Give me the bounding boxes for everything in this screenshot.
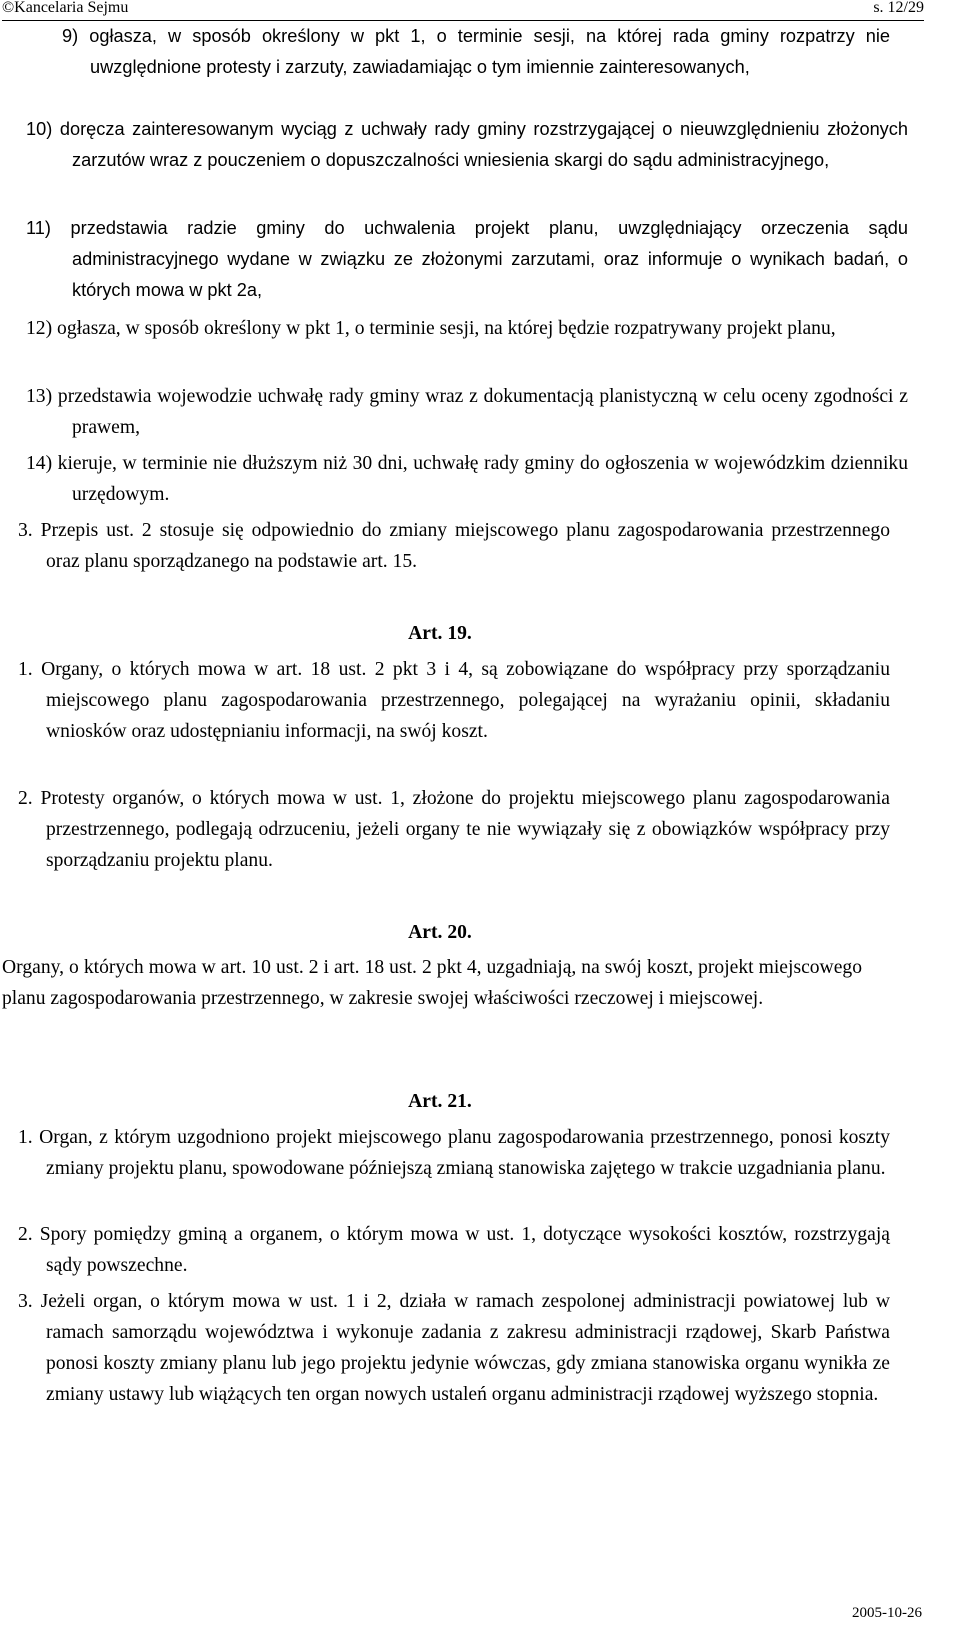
- article-20-paragraph: Organy, o których mowa w art. 10 ust. 2 i art. 18 ust. 2 pkt 4, uzgadniają, na swój koszt, projekt miejscowego planu zagospodarowania przestrzennego, w zakresie swojej właściwości rzeczowej i miejscowej.: [2, 957, 862, 1009]
- list-item-13: 13) przedstawia wojewodzie uchwałę rady gminy wraz z dokumentacją planistyczną w celu oceny zgodności z prawem,: [26, 386, 908, 438]
- article-21-paragraph-2: 2. Spory pomiędzy gminą a organem, o którym mowa w ust. 1, dotyczące wysokości kosztów, rozstrzygają sądy powszechne.: [18, 1224, 890, 1276]
- header-copyright: ©Kancelaria Sejmu: [2, 0, 129, 16]
- header-page-number: s. 12/29: [873, 0, 924, 16]
- list-item-11: 11) przedstawia radzie gminy do uchwalenia projekt planu, uwzględniający orzeczenia sądu administracyjnego wydane w związku ze złożonymi zarzutami, oraz informuje o wynikach badań, o których mowa w pkt 2a,: [26, 218, 908, 300]
- article-19-paragraph-2: 2. Protesty organów, o których mowa w ust. 1, złożone do projektu miejscowego planu zagospodarowania przestrzennego, podlegają odrzuceniu, jeżeli organy te nie wywiązały się z obowiązków współpracy przy sporządzaniu projektu planu.: [18, 788, 890, 871]
- article-20-title: Art. 20.: [408, 922, 472, 943]
- article-21-paragraph-1: 1. Organ, z którym uzgodniono projekt miejscowego planu zagospodarowania przestrzennego, ponosi koszty zmiany projektu planu, spowodowane późniejszą zmianą stanowiska zajętego w trakcie uzgadniania planu.: [18, 1127, 890, 1179]
- article-21-paragraph-3: 3. Jeżeli organ, o którym mowa w ust. 1 i 2, działa w ramach zespolonej administracji powiatowej lub w ramach samorządu województwa i wykonuje zadania z zakresu administracji rządowej, Skarb Państwa ponosi koszty zmiany planu lub jego projektu jedynie wówczas, gdy zmiana stanowiska organu wynikła ze zmiany ustawy lub wiążących ten organ nowych ustaleń organu administracji rządowej wyższego stopnia.: [18, 1291, 890, 1405]
- paragraph-3: 3. Przepis ust. 2 stosuje się odpowiednio do zmiany miejscowego planu zagospodarowania przestrzennego oraz planu sporządzanego na podstawie art. 15.: [18, 520, 890, 572]
- footer-date: 2005-10-26: [852, 1605, 922, 1621]
- article-19-paragraph-1: 1. Organy, o których mowa w art. 18 ust. 2 pkt 3 i 4, są zobowiązane do współpracy przy sporządzaniu miejscowego planu zagospodarowania przestrzennego, polegającej na wyrażaniu opinii, składaniu wniosków oraz udostępnianiu informacji, na swój koszt.: [18, 659, 890, 742]
- article-21-title: Art. 21.: [408, 1091, 472, 1112]
- list-item-14: 14) kieruje, w terminie nie dłuższym niż 30 dni, uchwałę rady gminy do ogłoszenia w wojewódzkim dzienniku urzędowym.: [26, 453, 908, 505]
- list-item-10: 10) doręcza zainteresowanym wyciąg z uchwały rady gminy rozstrzygającej o nieuwzględnieniu złożonych zarzutów wraz z pouczeniem o dopuszczalności wniesienia skargi do sądu administracyjnego,: [26, 119, 908, 170]
- list-item-9: 9) ogłasza, w sposób określony w pkt 1, o terminie sesji, na której rada gminy rozpatrzy nie uwzględnione protesty i zarzuty, zawiadamiając o tym imiennie zainteresowanych,: [62, 26, 890, 77]
- article-19-title: Art. 19.: [408, 623, 472, 644]
- list-item-12: 12) ogłasza, w sposób określony w pkt 1, o terminie sesji, na której będzie rozpatrywany projekt planu,: [26, 318, 836, 339]
